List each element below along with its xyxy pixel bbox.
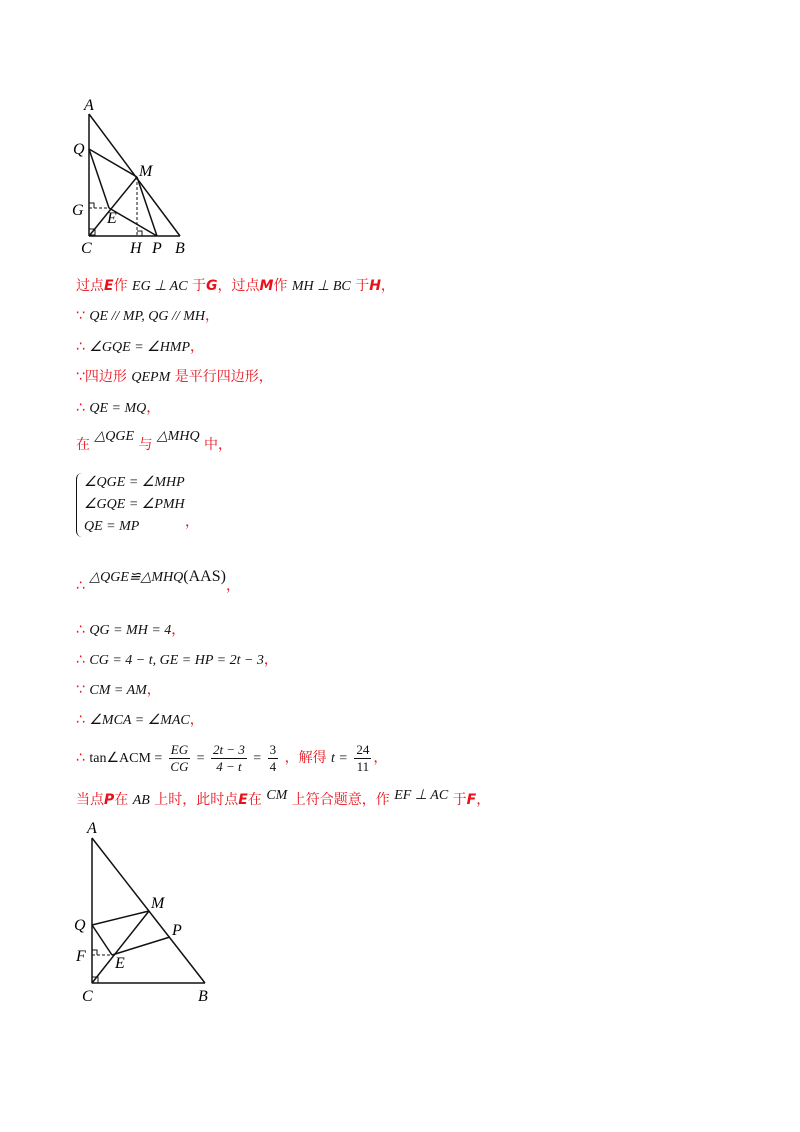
fig2-label-e: E [115, 955, 125, 972]
fraction-t: $\frac{2t - 3}{4 - t}$ [212, 741, 245, 774]
fig2-label-p: P [172, 922, 182, 939]
line-9: ∴ CG = 4 − t, GE = HP = 2t − 3， [76, 652, 278, 668]
fig1-label-a: A [84, 97, 94, 114]
line-13: 当点P在 AB 上时，此时点E在 CM 上符合题意，作 EF ⊥ AC 于F， [76, 788, 491, 808]
line-8: ∴ QG = MH = 4， [76, 622, 186, 638]
fig2-label-q: Q [74, 917, 86, 934]
fig1-label-g: G [72, 202, 84, 219]
system-eq-2: ∠GQE = ∠PMH [84, 497, 185, 512]
line-3: ∴ ∠GQE = ∠HMP， [76, 339, 205, 355]
fraction-24-11: $\frac{24}{11}$ [356, 741, 370, 774]
line-11: ∴ ∠MCA = ∠MAC， [76, 712, 204, 728]
line-10: ∵ CM = AM， [76, 682, 161, 698]
figure-2 [70, 815, 230, 1010]
line-1: 过点E作 EG ⊥ AC 于G，过点M作 MH ⊥ BC 于H， [76, 278, 395, 294]
fig1-label-p: P [152, 240, 162, 257]
fig1-label-q: Q [73, 141, 85, 158]
fig1-label-b: B [175, 240, 185, 257]
fig2-label-f: F [76, 948, 86, 965]
fig2-label-a: A [87, 820, 97, 837]
system-eq-3: QE = MP [84, 519, 140, 534]
fig2-label-m: M [151, 895, 165, 912]
line-5: ∴ QE = MQ， [76, 400, 161, 416]
system-tail: ， [185, 514, 199, 530]
fig1-label-c: C [81, 240, 92, 257]
fig1-label-m: M [139, 163, 153, 180]
system-eq-1: ∠QGE = ∠MHP [84, 475, 185, 490]
line-2: ∵ QE // MP, QG // MH， [76, 308, 219, 324]
line-7: ∴ △QGE≌△MHQ(AAS)， [76, 568, 240, 594]
fig1-label-e: E [107, 210, 117, 227]
fraction-3-4: $\frac{3}{4}$ [269, 741, 277, 774]
fraction-eg-cg: $\frac{EG}{CG}$ [170, 741, 189, 774]
fig2-label-b: B [198, 988, 208, 1005]
line-4: ∵四边形 QEPM 是平行四边形， [76, 369, 273, 385]
figure-1 [60, 90, 220, 260]
line-6: 在 △QGE 与 △MHQ 中， [76, 429, 233, 453]
line-12: ∴ tan∠ACM = $\frac{EG}{CG}$ = $\frac{2t - 3}{4 - t}$ = $\frac{3}{4}$ ，解得 t = $\frac{24}{11}$ ， [76, 741, 388, 774]
fig2-label-c: C [82, 988, 93, 1005]
fig1-label-h: H [130, 240, 142, 257]
